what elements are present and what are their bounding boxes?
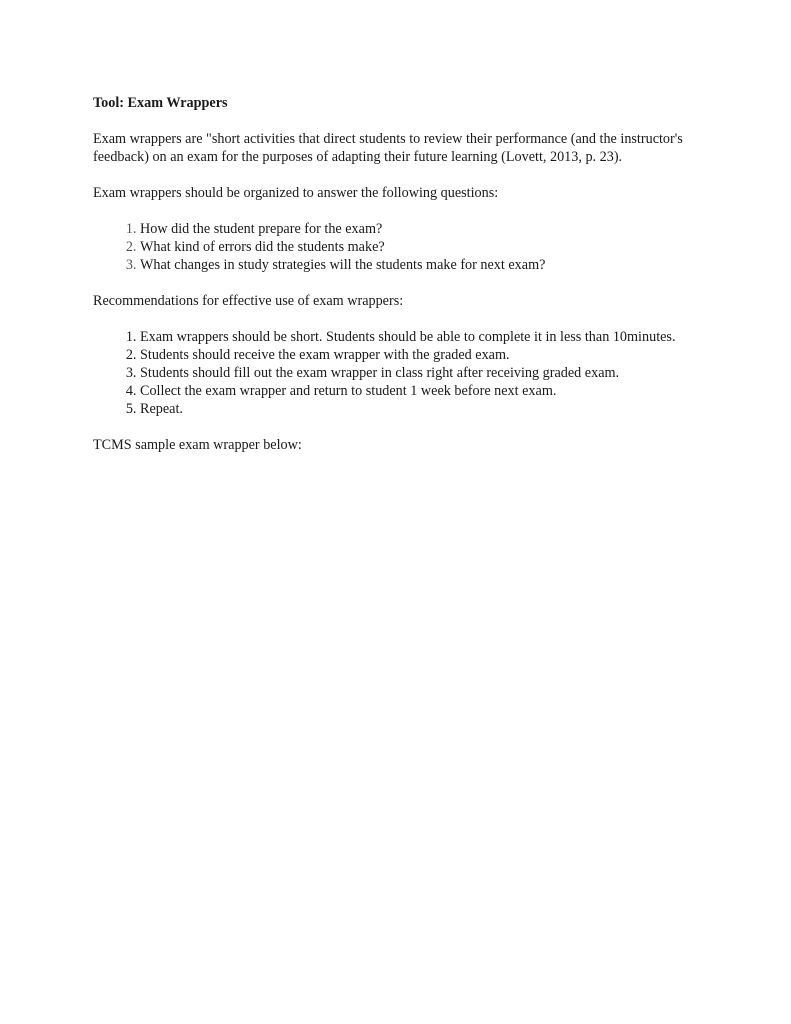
list-item: 5. Repeat. (140, 400, 703, 418)
document-body (93, 94, 703, 472)
list-item: 2. Students should receive the exam wrapper with the graded exam. (140, 346, 703, 364)
list-item: 1. Exam wrappers should be short. Students should be able to complete it in less than 10minutes. (140, 328, 703, 346)
list-item: 2. What kind of errors did the students make? (140, 238, 703, 256)
page-title: Tool: Exam Wrappers (93, 95, 228, 111)
list-item: 1. How did the student prepare for the exam? (140, 220, 703, 238)
list-item: 3. What changes in study strategies will the students make for next exam? (140, 256, 703, 274)
intro-paragraph: Exam wrappers are "short activities that direct students to review their performance (and the instructor's feedback) on an exam for the purposes of adapting their future learning (Lovett, 2013, p. 23). (93, 131, 683, 165)
list-item: 3. Students should fill out the exam wrapper in class right after receiving graded exam. (140, 364, 703, 382)
recommendations-lead: Recommendations for effective use of exam wrappers: (93, 293, 404, 309)
questions-lead: Exam wrappers should be organized to answer the following questions: (93, 185, 499, 201)
questions-list (93, 220, 703, 274)
closing-paragraph: TCMS sample exam wrapper below: (93, 437, 302, 453)
list-item: 4. Collect the exam wrapper and return to student 1 week before next exam. (140, 382, 703, 400)
recommendations-list (93, 328, 703, 418)
